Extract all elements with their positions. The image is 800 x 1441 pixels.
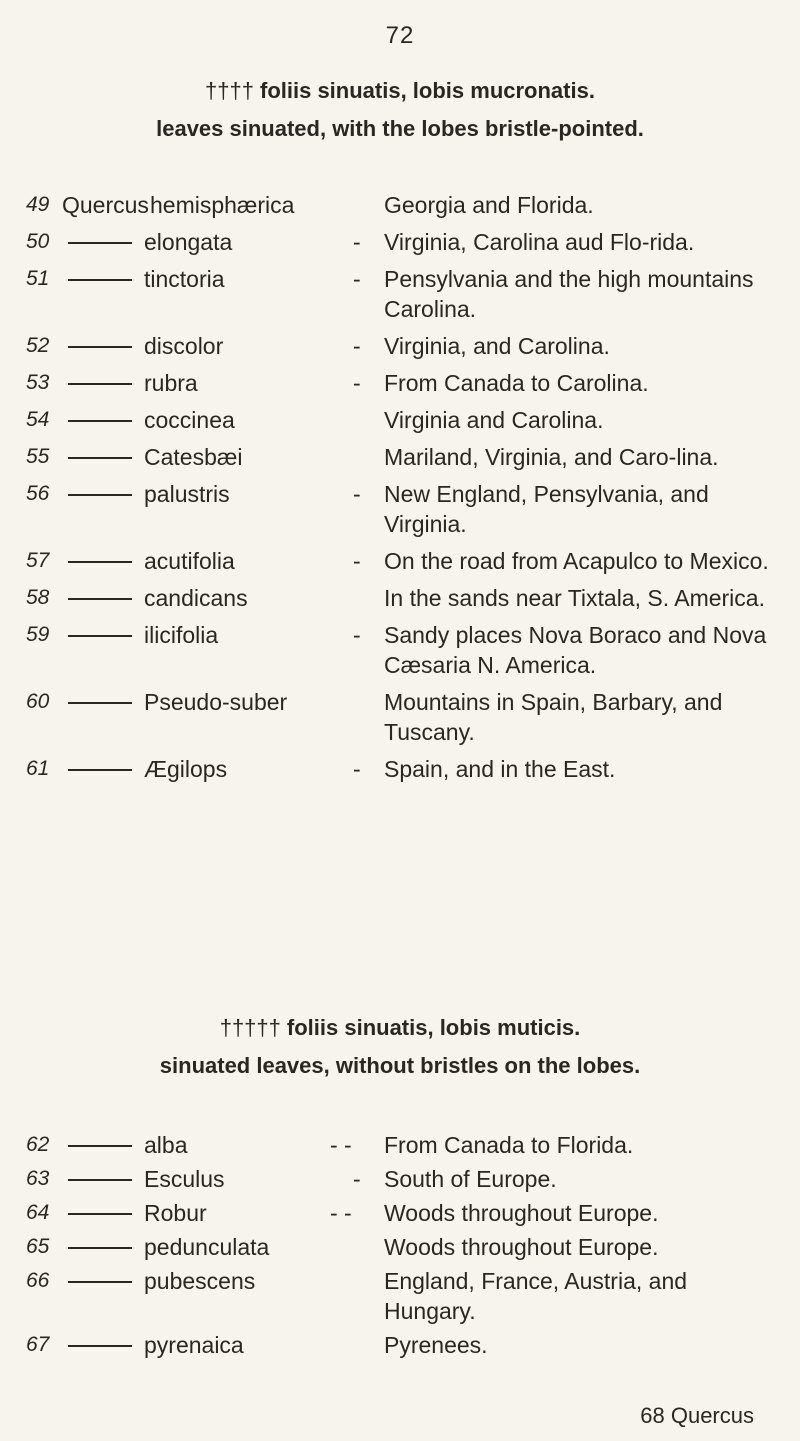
species-entry <box>0 1232 800 1262</box>
entry-number: 65 <box>26 1235 50 1258</box>
species-name: candicans <box>144 585 248 611</box>
species-entry <box>0 331 800 361</box>
species-name: coccinea <box>144 407 235 433</box>
latin-caption-text: foliis sinuatis, lobis muticis. <box>286 1015 581 1040</box>
locality-text: Mountains in Spain, Barbary, and Tuscany. <box>384 689 723 745</box>
species-name: pubescens <box>144 1268 256 1294</box>
page-number: 72 <box>385 22 415 49</box>
ditto-dash <box>68 383 132 385</box>
entry-number: 56 <box>26 482 50 505</box>
entry-number: 66 <box>26 1269 50 1292</box>
entry-number: 55 <box>26 445 50 468</box>
entry-number: 59 <box>26 623 50 646</box>
species-entry <box>0 546 800 576</box>
locality-text: Virginia, and Carolina. <box>384 333 610 359</box>
locality-text: Mariland, Virginia, and Caro-lina. <box>384 444 719 470</box>
catchword: 68 Quercus <box>640 1403 754 1428</box>
locality-text: England, France, Austria, and Hungary. <box>384 1268 688 1324</box>
section-latin-caption <box>0 78 800 104</box>
entry-number: 63 <box>26 1167 50 1190</box>
species-entry <box>0 264 800 324</box>
entry-number: 53 <box>26 371 50 394</box>
entry-number: 49 <box>26 193 50 216</box>
entry-number: 58 <box>26 586 50 609</box>
ditto-dash <box>68 420 132 422</box>
locality-text: New England, Pensylvania, and Virginia. <box>384 481 709 537</box>
ditto-dash <box>68 1345 132 1347</box>
locality-text: From Canada to Florida. <box>384 1132 634 1158</box>
ditto-dash <box>68 346 132 348</box>
locality-text: Sandy places Nova Boraco and Nova Cæsaria N. America. <box>384 622 767 678</box>
species-entry <box>0 583 800 613</box>
entry-number: 64 <box>26 1201 50 1224</box>
locality-text: Virginia, Carolina aud Flo-rida. <box>384 229 695 255</box>
species-entry <box>0 1198 800 1228</box>
species-entry <box>0 227 800 257</box>
separator-dash: - - <box>330 1200 352 1226</box>
section-english-caption: sinuated leaves, without bristles on the lobes. <box>159 1053 641 1078</box>
species-name: Robur <box>144 1200 207 1226</box>
species-name: Esculus <box>144 1166 225 1192</box>
species-name: Catesbæi <box>144 444 243 470</box>
species-entry <box>0 405 800 435</box>
entry-number: 50 <box>26 230 50 253</box>
locality-text: From Canada to Carolina. <box>384 370 649 396</box>
separator-dash: - <box>353 370 361 396</box>
species-name: ilicifolia <box>144 622 219 648</box>
ditto-dash <box>68 635 132 637</box>
ditto-dash <box>68 1213 132 1215</box>
ditto-dash <box>68 1179 132 1181</box>
species-name: Ægilops <box>144 756 228 782</box>
locality-text: Woods throughout Europe. <box>384 1234 659 1260</box>
ditto-dash <box>68 1247 132 1249</box>
species-entry <box>0 1266 800 1326</box>
species-name: hemisphæricа <box>150 192 295 218</box>
section-heading-muticous <box>0 1015 800 1079</box>
species-name: palustris <box>144 481 230 507</box>
locality-text: Virginia and Carolina. <box>384 407 604 433</box>
species-name: rubra <box>144 370 198 396</box>
separator-dash: - <box>353 548 361 574</box>
species-entry <box>0 754 800 784</box>
section-heading-mucronate <box>0 78 800 142</box>
ditto-dash <box>68 561 132 563</box>
ditto-dash <box>68 279 132 281</box>
locality-text: Woods throughout Europe. <box>384 1200 659 1226</box>
entry-number: 54 <box>26 408 50 431</box>
separator-dash: - <box>353 1166 361 1192</box>
ditto-dash <box>68 1281 132 1283</box>
species-name: discolor <box>144 333 224 359</box>
locality-text: Spain, and in the East. <box>384 756 616 782</box>
section-latin-caption <box>0 1015 800 1041</box>
species-list-mucronate <box>0 190 800 791</box>
species-entry <box>0 1130 800 1160</box>
species-entry <box>0 479 800 539</box>
ditto-dash <box>68 457 132 459</box>
species-list-muticous <box>0 1130 800 1364</box>
species-entry <box>0 368 800 398</box>
separator-dash: - <box>353 481 361 507</box>
species-name: alba <box>144 1132 188 1158</box>
ditto-dash <box>68 769 132 771</box>
locality-text: On the road from Acapulco to Mexico. <box>384 548 769 574</box>
latin-caption-text: foliis sinuatis, lobis mucronatis. <box>260 78 595 103</box>
species-name: Pseudo-suber <box>144 689 288 715</box>
ditto-dash <box>68 494 132 496</box>
species-name: pyrenaica <box>144 1332 244 1358</box>
locality-text: Pensylvania and the high mountains Carolina. <box>384 266 754 322</box>
species-name: elongata <box>144 229 233 255</box>
separator-dash: - <box>353 229 361 255</box>
species-entry <box>0 620 800 680</box>
locality-text: South of Europe. <box>384 1166 557 1192</box>
ditto-dash <box>68 1145 132 1147</box>
entry-number: 51 <box>26 267 50 290</box>
dagger-marks: †††† <box>205 78 254 103</box>
genus-name: Quercus <box>62 192 149 218</box>
species-name: pedunculata <box>144 1234 270 1260</box>
ditto-dash <box>68 242 132 244</box>
ditto-dash <box>68 702 132 704</box>
separator-dash: - - <box>330 1132 352 1158</box>
species-entry <box>0 442 800 472</box>
species-entry <box>0 687 800 747</box>
separator-dash: - <box>353 333 361 359</box>
entry-number: 61 <box>26 757 50 780</box>
species-entry <box>0 190 800 220</box>
locality-text: Georgia and Florida. <box>384 192 594 218</box>
species-name: acutifolia <box>144 548 235 574</box>
entry-number: 67 <box>26 1333 50 1356</box>
locality-text: In the sands near Tixtala, S. America. <box>384 585 765 611</box>
ditto-dash <box>68 598 132 600</box>
entry-number: 62 <box>26 1133 50 1156</box>
entry-number: 52 <box>26 334 50 357</box>
separator-dash: - <box>353 756 361 782</box>
species-entry <box>0 1330 800 1360</box>
dagger-marks: ††††† <box>219 1015 281 1040</box>
species-name: tinctoria <box>144 266 225 292</box>
separator-dash: - <box>353 622 361 648</box>
section-english-caption: leaves sinuated, with the lobes bristle-pointed. <box>156 116 644 141</box>
species-entry <box>0 1164 800 1194</box>
locality-text: Pyrenees. <box>384 1332 488 1358</box>
separator-dash: - <box>353 266 361 292</box>
entry-number: 60 <box>26 690 50 713</box>
entry-number: 57 <box>26 549 50 572</box>
